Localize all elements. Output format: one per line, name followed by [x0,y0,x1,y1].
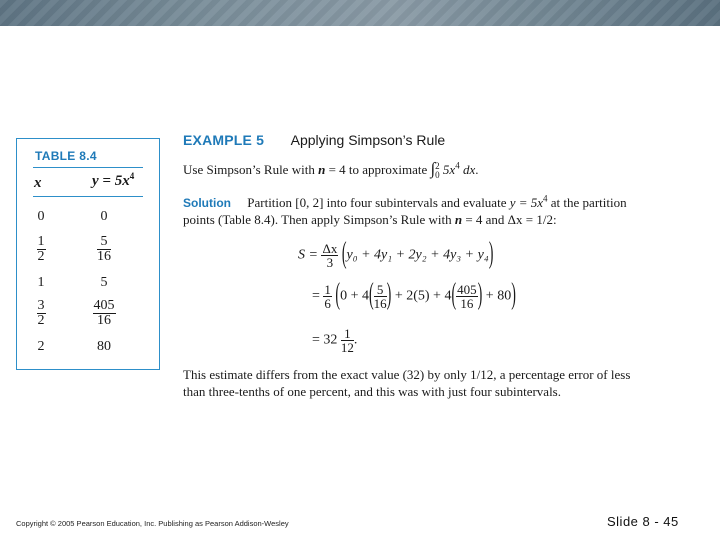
table-rule-top [33,167,143,168]
table-row-4-x: $\frac{3}{2}$ [37,298,45,328]
table-header-y: $y = 5x^4$ [92,171,135,189]
table-8-4 [16,138,160,370]
table-row-5-x: 2 [37,339,45,354]
table-header-x: x [34,175,42,191]
copyright-footer: Copyright © 2005 Pearson Education, Inc. Publishing as Pearson Addison-Wesley [16,519,289,528]
table-rule-header [33,196,143,197]
example-label: EXAMPLE 5 [183,132,265,148]
solution-line-2: points (Table 8.4). Then apply Simpson’s Rule with n = 4 and Δx = 1/2: [183,212,557,227]
closing-line-2: than three-tenths of one percent, and this was with just four subintervals. [183,384,561,399]
example-heading [183,132,445,150]
table-row-1-x: 0 [37,209,45,224]
table-row-3-y: 5 [100,275,108,290]
example-prompt: Use Simpson’s Rule with n = 4 to approximate ∫ 2 0 $5x^4$ dx. [183,159,479,181]
table-row-4-y: $\frac{405}{16}$ [93,298,115,328]
table-row-3-x: 1 [37,275,45,290]
table-row-2-x: $\frac{1}{2}$ [37,234,45,264]
top-banner [0,0,720,26]
table-row-5-y: 80 [97,339,111,354]
table-title: TABLE 8.4 [35,149,97,163]
solution-line-1: Solution Partition [0, 2] into four subintervals and evaluate $y = 5x^4$ at the partition [183,193,627,210]
table-row-1-y: 0 [100,209,108,224]
equation-2: = $\frac{1}{6}$ (0 + 4( $\frac{5}{16}$ ) + 2(5) + 4( $\frac{405}{16}$ ) + 80) [312,279,516,313]
table-row-2-y: $\frac{5}{16}$ [97,234,111,264]
equation-1: S = $\frac{\Delta x}{3}$ (y₀ + 4y₁ + 2y₂ + 4y₃ + y₄) [298,238,494,272]
closing-line-1: This estimate differs from the exact value (32) by only 1/12, a percentage error of less [183,367,631,382]
example-title: Applying Simpson’s Rule [290,132,446,148]
slide-number: Slide 8 - 45 [607,514,679,529]
solution-label: Solution [183,196,231,210]
equation-3: = 32 $\frac{1}{12}$ . [312,326,358,355]
